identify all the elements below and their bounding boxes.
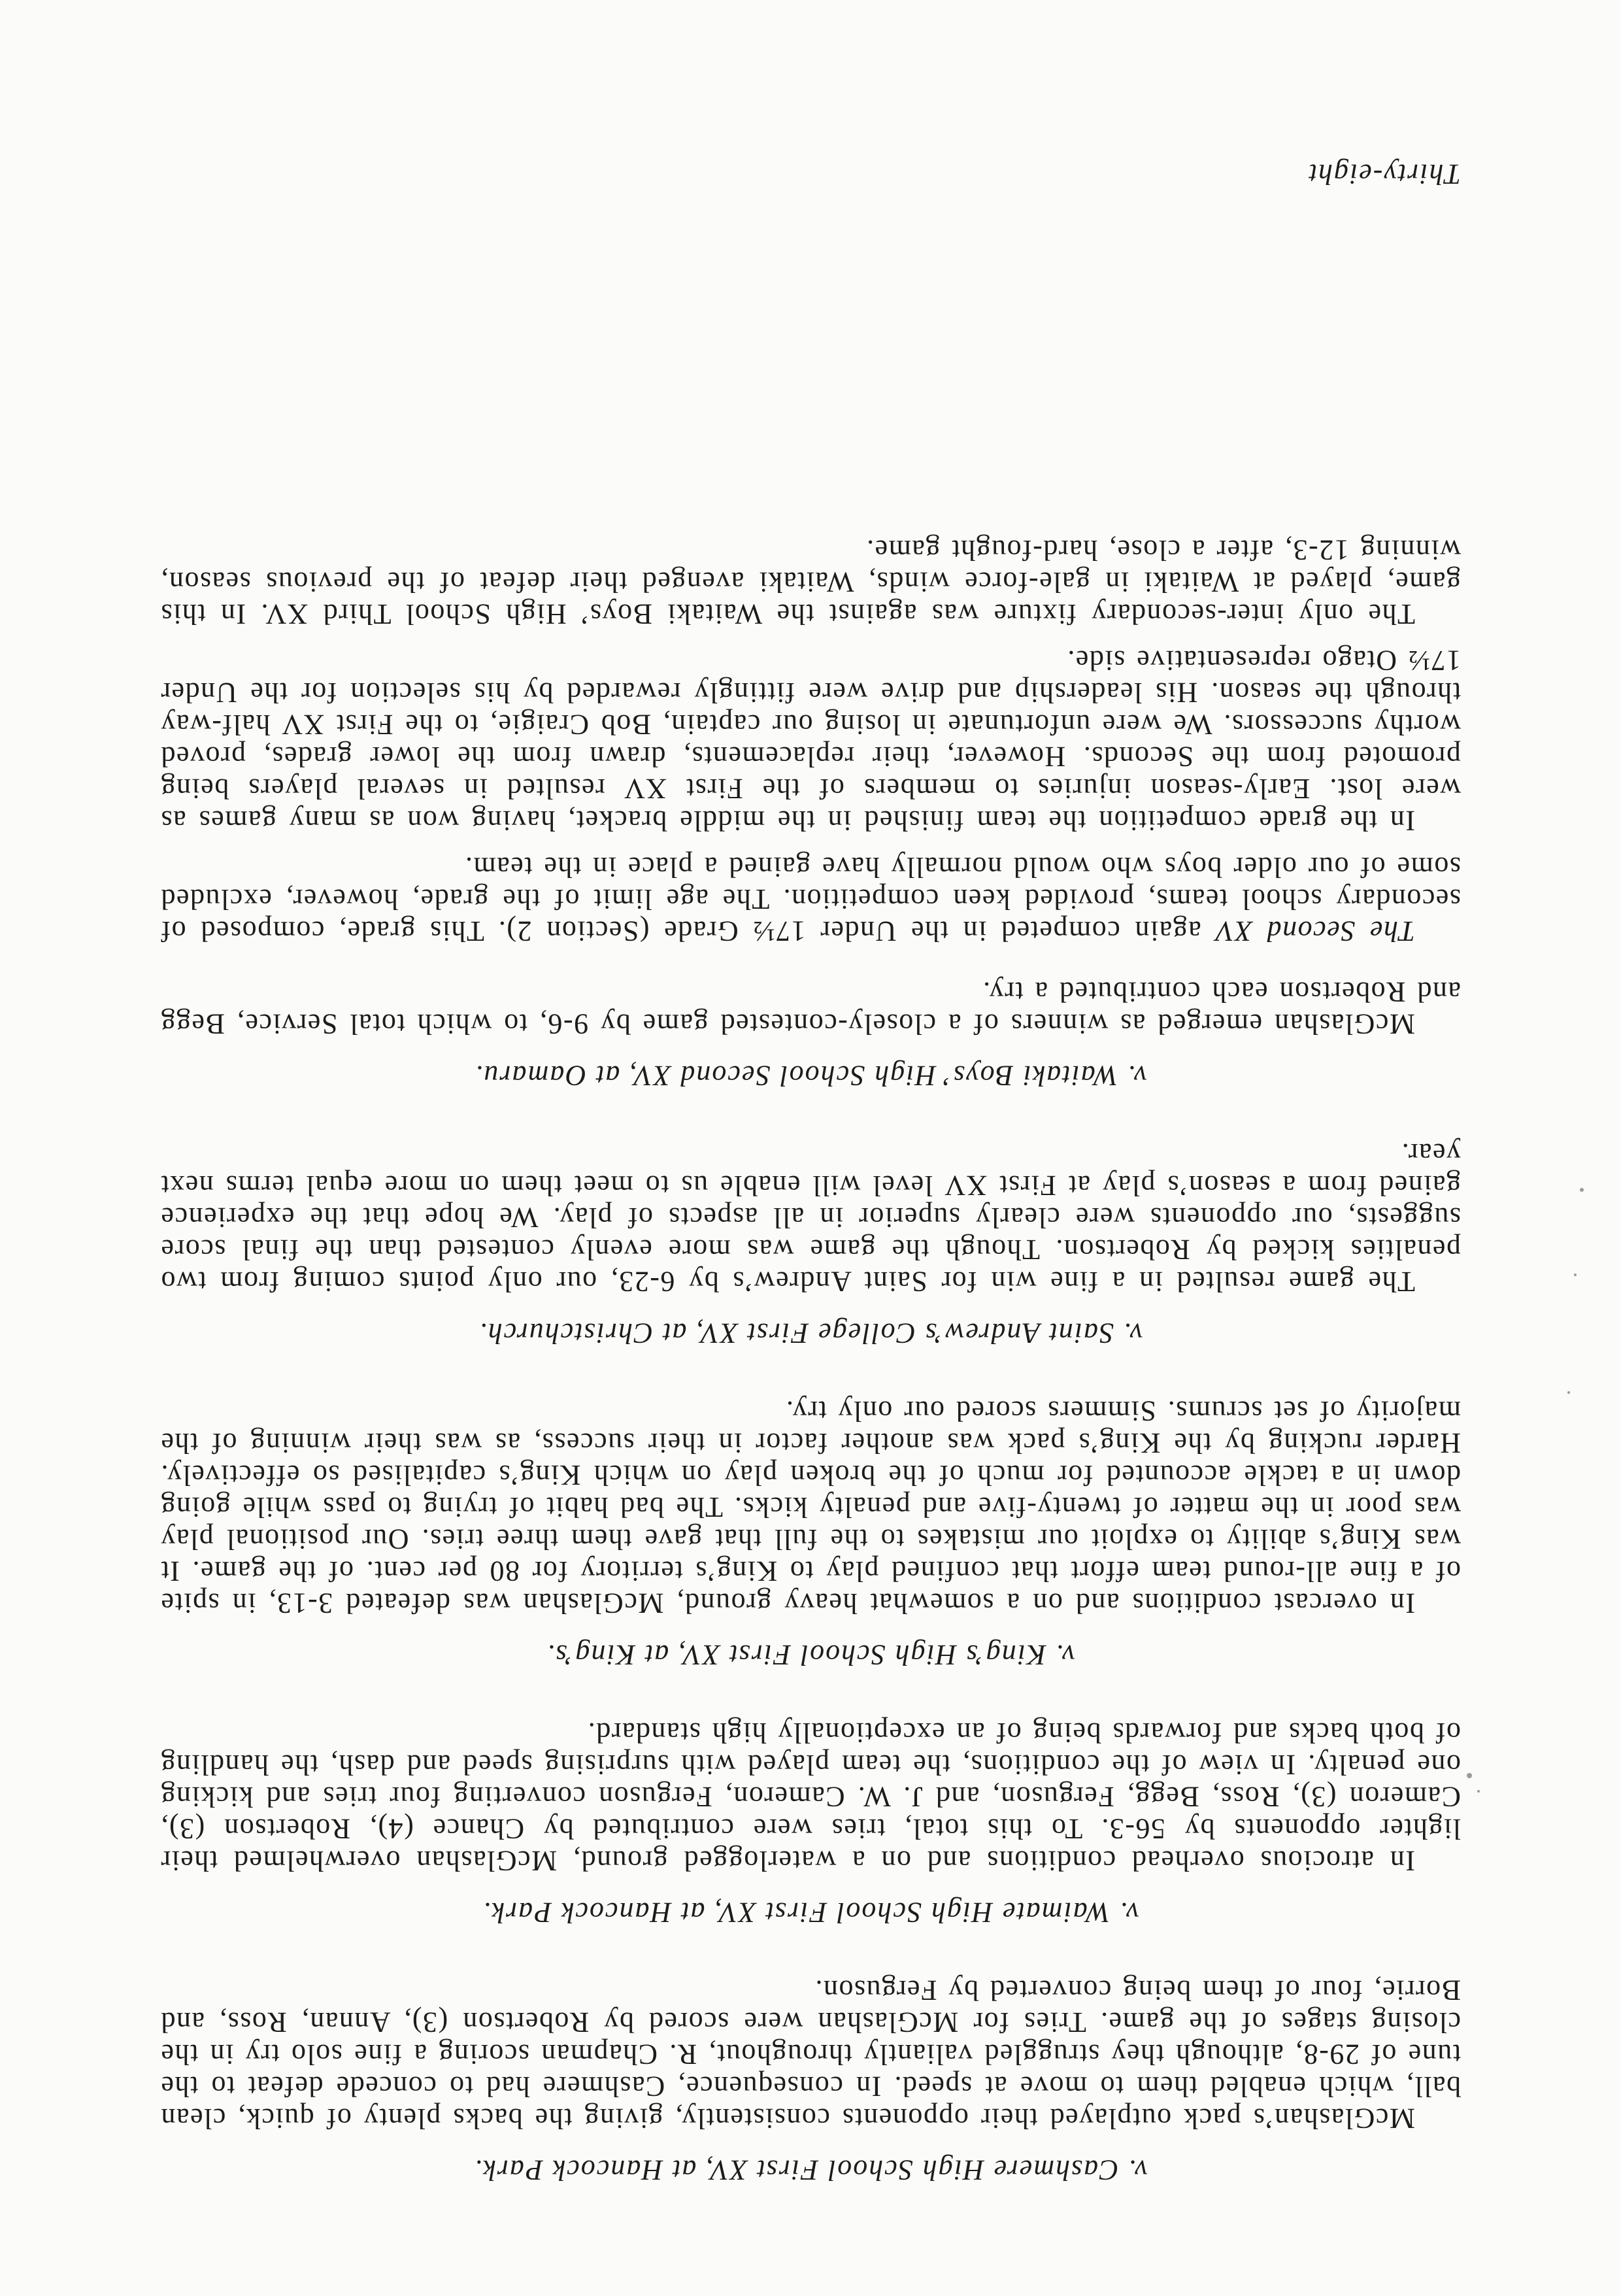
paragraph-second-xv-intro: [160, 851, 1461, 947]
page-body: [160, 534, 1461, 2186]
paragraph-waitaki: McGlashan emerged as winners of a closely-contested game by 9-6, to which total Service, Begg and Robertson each contributed a try.: [160, 976, 1461, 1040]
heading-waitaki: v. Waitaki Boys’ High School Second XV, at Oamaru.: [474, 1060, 1147, 1092]
second-xv-intro-text: again competed in the Under 17½ Grade (Section 2). This grade, composed of secondary school teams, provided keen competition. The age limit of the grade, however, excluded some of our older boys who would normally have gained a place in the team.: [160, 851, 1461, 947]
paragraph-saint-andrews: The game resulted in a fine win for Saint Andrew’s by 6-23, our only points coming from two penalties kicked by Robertson. Though the game was more evenly contested than the final score suggests, our opponents were clearly superior in all aspects of play. We hope that the experience gained from a season’s play at First XV level will enable us to meet them on more equal terms next year.: [160, 1138, 1461, 1298]
paragraph-inter-secondary: The only inter-secondary fixture was against the Waitaki Boys’ High School Third XV. In this game, played at Waitaki in gale-force winds, Waitaki avenged their defeat of the previous season, winning 12-3, after a close, hard-fought game.: [160, 534, 1461, 630]
page-number: Thirty-eight: [1307, 158, 1461, 190]
paragraph-grade-competition: In the grade competition the team finished in the middle bracket, having won as many games as were lost. Early-season injuries to members of the First XV resulted in several players being promoted from the Seconds. However, their replacements, drawn from the lower grades, proved worthy successors. We were unfortunate in losing our captain, Bob Craigie, to the First XV half-way through the season. His leadership and drive were fittingly rewarded by his selection for the Under 17½ Otago representative side.: [160, 645, 1461, 837]
paragraph-cashmere: McGlashan’s pack outplayed their opponents consistently, giving the backs plenty of quick, clean ball, which enabled them to move at speed. In consequence, Cashmere had to concede defeat to the tune of 29-8, although they struggled valiantly throughout, R. Chapman scoring a fine solo try in the closing stages of the game. Tries for McGlashan were scored by Robertson (3), Annan, Ross, and Borrie, four of them being converted by Ferguson.: [160, 1974, 1461, 2135]
paragraph-waimate: In atrocious overhead conditions and on a waterlogged ground, McGlashan overwhelmed their lighter opponents by 56-3. To this total, tries were contributed by Chance (4), Robertson (3), Cameron (3), Ross, Begg, Ferguson, and J. W. Cameron, Ferguson converting four tries and kicking one penalty. In view of the conditions, the team played with surprising speed and dash, the handling of both backs and forwards being of an exceptionally high standard.: [160, 1717, 1461, 1877]
heading-kings: v. King’s High School First XV, at King’s.: [546, 1639, 1075, 1671]
heading-cashmere: v. Cashmere High School First XV, at Hancock Park.: [473, 2154, 1148, 2186]
heading-waimate: v. Waimate High School First XV, at Hancock Park.: [482, 1897, 1139, 1929]
second-xv-lead: The Second XV: [1215, 915, 1415, 947]
paragraph-kings: In overcast conditions and on a somewhat heavy ground, McGlashan was defeated 3-13, in spite of a fine all-round team effort that confined play to King’s territory for 80 per cent. of the game. It was King’s ability to exploit our mistakes to the full that gave them three tries. Our positional play was poor in the matter of twenty-five and penalty kicks. The bad habit of trying to pass while going down in a tackle accounted for much of the broken play on which King’s capitalised so effectively. Harder rucking by the King’s pack was another factor in their success, as was their winning of the majority of set scrums. Simmers scored our only try.: [160, 1395, 1461, 1619]
heading-saint-andrews: v. Saint Andrew’s College First XV, at Christchurch.: [478, 1317, 1143, 1349]
